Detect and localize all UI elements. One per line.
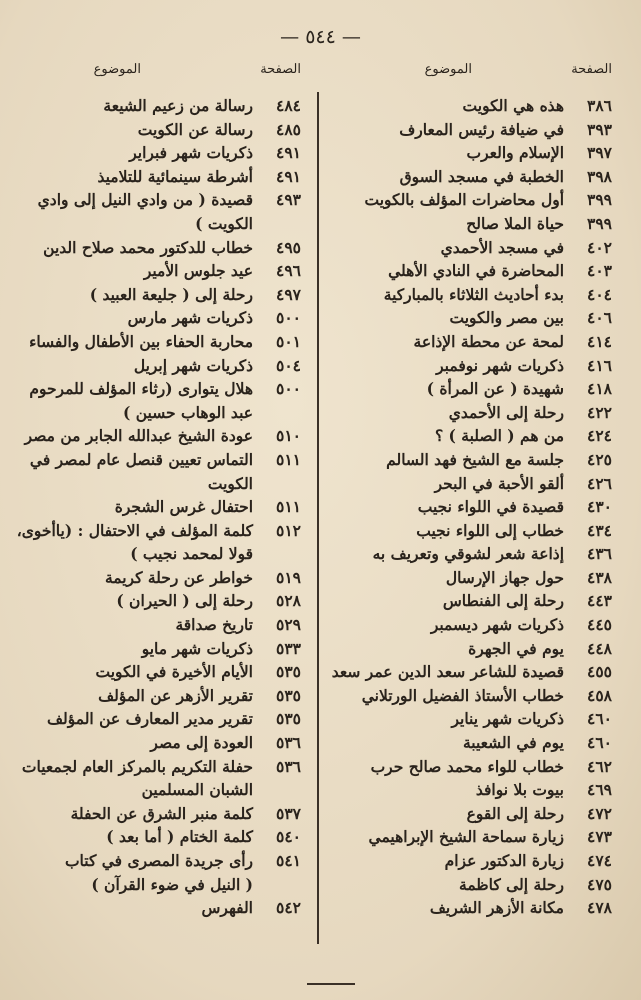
toc-entry (335, 896, 612, 920)
toc-page-number: ٤١٨ (587, 379, 612, 399)
toc-title-line: لمحة عن محطة الإذاعة (413, 331, 564, 351)
toc-entry (335, 825, 612, 849)
toc-title-line: المحاضرة في النادي الأهلي (388, 261, 564, 281)
toc-title (335, 825, 564, 849)
toc-title-line: حول جهاز الإرسال (445, 567, 564, 587)
toc-title-line: ذكريات شهر مايو (141, 638, 253, 658)
toc-entry (335, 283, 612, 307)
toc-page-number: ٥٣٥ (276, 685, 301, 705)
toc-title-line: ( النيل في ضوء القرآن ) (91, 874, 253, 894)
toc-entry (18, 94, 301, 118)
toc-title-line: ذكريات شهر مارس (127, 308, 253, 328)
toc-title (335, 542, 564, 566)
toc-page-number: ٥٠١ (276, 331, 301, 351)
toc-entry (18, 495, 301, 519)
toc-page-number: ٤٨٤ (276, 96, 301, 115)
toc-entry (18, 637, 301, 661)
left-column-header (18, 62, 301, 84)
toc-title-line: في ضيافة رئيس المعارف (399, 119, 564, 139)
toc-title-line: ذكريات شهر ديسمبر (430, 615, 564, 635)
toc-entry (18, 849, 301, 896)
toc-title-line: خطاب إلى اللواء نجيب (416, 520, 564, 540)
toc-entry (18, 660, 301, 684)
toc-page-number: ٤٩٦ (276, 261, 301, 281)
toc-title-line: العودة إلى مصر (150, 733, 253, 753)
toc-entry (335, 589, 612, 613)
toc-title-line: خواطر عن رحلة كريمة (104, 567, 253, 587)
toc-page-number: ٤٩١ (276, 166, 301, 186)
toc-entry (18, 165, 301, 189)
toc-title-line: ذكريات شهر يناير (451, 709, 564, 729)
toc-page-number: ٤٢٤ (587, 426, 612, 446)
toc-title (18, 165, 253, 189)
toc-page-number: ٤٢٢ (587, 402, 612, 422)
toc-page-number: ٤٧٤ (587, 851, 612, 870)
toc-entry (18, 684, 301, 708)
toc-title (335, 377, 564, 401)
toc-title-line: بين مصر والكويت (449, 308, 564, 328)
toc-title (335, 259, 564, 283)
toc-title (18, 495, 253, 519)
left-toc-column (18, 94, 301, 920)
toc-page-number: ٥٢٩ (276, 615, 301, 635)
toc-title-line: في مسجد الأحمدي (440, 237, 564, 257)
toc-entry (335, 873, 612, 897)
toc-entry (18, 306, 301, 330)
toc-page-number: ٥١٠ (276, 426, 301, 446)
toc-title (335, 519, 564, 543)
footer-rule (307, 983, 355, 985)
toc-page-number: ٥٣٦ (276, 756, 301, 776)
toc-page-number: ٤٦٠ (587, 709, 612, 729)
toc-title-line: رحلة إلى الأحمدي (448, 402, 564, 422)
toc-title-line: رسالة عن الكويت (137, 119, 253, 139)
toc-entry (18, 283, 301, 307)
toc-title (18, 94, 253, 118)
toc-title (335, 896, 564, 920)
toc-entry (335, 212, 612, 236)
toc-title (18, 118, 253, 142)
toc-page-number: ٣٨٦ (587, 96, 612, 115)
toc-page-number: ٥٣٥ (276, 662, 301, 682)
toc-page-number: ٤٦٠ (587, 733, 612, 753)
toc-entry (18, 755, 301, 802)
toc-page-number: ٤١٤ (587, 331, 612, 351)
toc-entry (335, 401, 612, 425)
toc-title (18, 330, 253, 354)
toc-title (335, 849, 564, 873)
toc-page-number: ٤٦٩ (587, 780, 612, 800)
toc-title (335, 236, 564, 260)
toc-page-number: ٤٢٦ (587, 473, 612, 493)
toc-title-line: زيارة سماحة الشيخ الإبراهيمي (368, 827, 564, 847)
right-column-header (335, 62, 612, 84)
toc-page-number: ٤٠٤ (587, 284, 612, 304)
toc-entry (18, 259, 301, 283)
toc-title (18, 236, 253, 260)
toc-entry (18, 330, 301, 354)
toc-title (335, 306, 564, 330)
toc-entry (335, 141, 612, 165)
toc-page-number: ٤٠٣ (587, 261, 612, 281)
toc-title-line: أشرطة سينمائية للتلاميذ (97, 166, 253, 186)
toc-title (18, 637, 253, 661)
toc-title-line: مكانة الأزهر الشريف (429, 898, 564, 918)
toc-entry (335, 448, 612, 472)
toc-page-number: ٤٩٣ (276, 190, 301, 210)
right-header-topic: الموضوع (424, 62, 472, 77)
toc-title-line: بدء أحاديث الثلاثاء بالمباركية (383, 284, 564, 304)
toc-page-number: ٥٠٠ (276, 308, 301, 328)
toc-title-line: خطاب للواء محمد صالح حرب (370, 756, 564, 776)
toc-entry (335, 778, 612, 802)
toc-page-number: ٤٧٥ (587, 874, 612, 894)
toc-title-line: قصيدة ( من وادي النيل إلى وادي (37, 190, 253, 210)
toc-title-line: تاريخ صداقة (175, 615, 253, 635)
toc-title (18, 660, 253, 684)
toc-title-line: الكويت ) (195, 213, 253, 233)
toc-entry (335, 849, 612, 873)
toc-title (18, 731, 253, 755)
toc-title (335, 707, 564, 731)
toc-title-line: يوم في الجهرة (468, 638, 564, 658)
toc-page-number: ٥١٩ (276, 567, 301, 587)
toc-title-line: حياة الملا صالح (466, 213, 564, 233)
toc-title (18, 613, 253, 637)
toc-entry (331, 660, 612, 684)
toc-entry (18, 566, 301, 590)
toc-page-number: ٥١١ (276, 497, 301, 517)
toc-page-number: ٤٩٥ (276, 237, 301, 257)
toc-entry (18, 731, 301, 755)
toc-title-line: شهيدة ( عن المرأة ) (426, 379, 564, 399)
toc-title-line: هلال يتوارى (رثاء المؤلف للمرحوم (29, 379, 253, 399)
toc-title-line: قصيدة للشاعر سعد الدين عمر سعد (331, 662, 564, 682)
toc-title-line: إذاعة شعر لشوقي وتعريف به (372, 544, 564, 564)
toc-entry (335, 495, 612, 519)
toc-title (18, 141, 253, 165)
toc-title (18, 377, 253, 424)
left-header-page: الصفحة (260, 62, 301, 77)
toc-page-number: ٥٢٨ (276, 591, 301, 611)
toc-title-line: الشبان المسلمين (141, 780, 253, 800)
toc-title (335, 141, 564, 165)
toc-title (18, 259, 253, 283)
toc-page-number: ٤٢٥ (587, 449, 612, 469)
toc-entry (18, 825, 301, 849)
toc-title-line: عبد الوهاب حسين ) (123, 402, 253, 422)
toc-entry (335, 330, 612, 354)
toc-page-number: ٥٣٦ (276, 733, 301, 753)
toc-title (335, 589, 564, 613)
toc-entry (18, 448, 301, 495)
toc-page-number: ٥٤٢ (276, 898, 301, 918)
toc-title (18, 306, 253, 330)
toc-title (18, 589, 253, 613)
toc-title (335, 165, 564, 189)
toc-page-number: ٤٥٥ (587, 662, 612, 682)
toc-page-number: ٥٠٠ (276, 379, 301, 399)
toc-entry (18, 613, 301, 637)
toc-title-line: خطاب للدكتور محمد صلاح الدين (43, 237, 253, 257)
right-header-page: الصفحة (571, 62, 612, 77)
toc-title-line: ذكريات شهر فبراير (129, 143, 253, 163)
toc-entry (18, 118, 301, 142)
toc-title (335, 566, 564, 590)
toc-title-line: كلمة منبر الشرق عن الحفلة (70, 803, 253, 823)
toc-title (335, 94, 564, 118)
toc-title (335, 212, 564, 236)
toc-title (335, 684, 564, 708)
toc-title-line: هذه هي الكويت (462, 96, 564, 115)
toc-entry (335, 188, 612, 212)
toc-page-number: ٤٥٨ (587, 685, 612, 705)
toc-title (17, 519, 253, 566)
toc-page-number: ٥١١ (276, 449, 301, 469)
toc-entry (335, 236, 612, 260)
right-toc-column (331, 94, 612, 920)
toc-page-number: ٤٩١ (276, 143, 301, 163)
toc-entry (18, 377, 301, 424)
toc-page-number: ٤٤٨ (587, 638, 612, 658)
toc-title (335, 731, 564, 755)
toc-title-line: عودة الشيخ عبدالله الجابر من مصر (24, 426, 253, 446)
toc-page-number: ٤٦٢ (587, 756, 612, 776)
toc-page-number: ٤٠٢ (587, 237, 612, 257)
toc-title-line: تقرير مدير المعارف عن المؤلف (46, 709, 253, 729)
toc-page-number: ٥٠٤ (276, 355, 301, 375)
toc-page-number: ٣٩٣ (587, 119, 612, 139)
toc-page-number: ٥٣٣ (276, 638, 301, 658)
toc-title (335, 118, 564, 142)
toc-title (335, 424, 564, 448)
toc-entry (18, 519, 301, 566)
toc-title (335, 448, 564, 472)
toc-title-line: حفلة التكريم بالمركز العام لجمعيات (21, 756, 253, 776)
toc-title-line: الكويت (207, 473, 253, 493)
toc-entry (18, 707, 301, 731)
toc-title-line: كلمة المؤلف في الاحتفال : (ياأخوى، (16, 520, 253, 540)
toc-title (18, 448, 253, 495)
toc-entry (18, 424, 301, 448)
toc-title (18, 755, 253, 802)
toc-title-line: رحلة إلى ( جليعة العبيد ) (89, 284, 253, 304)
toc-title-line: رأى جريدة المصرى في كتاب (64, 851, 253, 870)
toc-page-number: ٤٧٣ (587, 827, 612, 847)
toc-title-line: خطاب الأستاذ الفضيل الورتلاني (361, 685, 564, 705)
toc-entry (335, 707, 612, 731)
toc-entry (335, 165, 612, 189)
toc-entry (335, 566, 612, 590)
toc-page-number: ٥١٢ (276, 520, 301, 540)
toc-title (335, 354, 564, 378)
toc-page-number: ٣٩٩ (587, 190, 612, 210)
toc-entry (335, 424, 612, 448)
toc-title (18, 707, 253, 731)
toc-entry (335, 637, 612, 661)
toc-title-line: احتفال غرس الشجرة (114, 497, 253, 517)
toc-title-line: قصيدة في اللواء نجيب (417, 497, 564, 517)
toc-entry (335, 519, 612, 543)
toc-title (18, 354, 253, 378)
toc-entry (18, 141, 301, 165)
toc-page-number: ٥٤٠ (276, 827, 301, 847)
toc-title (18, 283, 253, 307)
toc-entry (18, 802, 301, 826)
toc-title-line: ذكريات شهر نوفمبر (436, 355, 564, 375)
toc-title (335, 188, 564, 212)
toc-title-line: الخطبة في مسجد السوق (399, 166, 564, 186)
toc-entry (335, 613, 612, 637)
toc-entry (335, 802, 612, 826)
toc-title-line: بيوت بلا نوافذ (475, 780, 564, 800)
toc-title-line: تقرير الأزهر عن المؤلف (98, 685, 253, 705)
toc-title (335, 778, 564, 802)
toc-page-number: ٤٤٣ (587, 591, 612, 611)
toc-page-number: ٤٣٦ (587, 544, 612, 564)
toc-page-number: ٤٩٧ (276, 284, 301, 304)
toc-entry (335, 755, 612, 779)
toc-title-line: الإسلام والعرب (466, 143, 564, 163)
toc-entry (335, 731, 612, 755)
toc-title-line: أول محاضرات المؤلف بالكويت (364, 190, 564, 210)
toc-entry (335, 354, 612, 378)
toc-title-line: رحلة إلى القوع (466, 803, 564, 823)
toc-page-number: ٤٧٢ (587, 803, 612, 823)
toc-title-line: رحلة إلى ( الحيران ) (116, 591, 253, 611)
toc-title (18, 825, 253, 849)
toc-title-line: يوم في الشعيبة (462, 733, 564, 753)
toc-page-number: ٣٩٧ (587, 143, 612, 163)
toc-page-number: ٤٣٤ (587, 520, 612, 540)
toc-title-line: زيارة الدكتور عزام (444, 851, 564, 870)
toc-page-number: ٥٤١ (276, 851, 301, 870)
toc-title (335, 495, 564, 519)
toc-entry (18, 354, 301, 378)
toc-page-number: ٤٣٨ (587, 567, 612, 587)
toc-page-number: ٣٩٨ (587, 166, 612, 186)
toc-title (335, 472, 564, 496)
page-number: — ٥٤٤ — (280, 26, 361, 48)
toc-entry (335, 542, 612, 566)
toc-title-line: قولا لمحمد نجيب ) (130, 544, 253, 564)
toc-title-line: جلسة مع الشيخ فهد السالم (386, 449, 564, 469)
toc-entry (335, 306, 612, 330)
toc-title (335, 401, 564, 425)
toc-title (18, 424, 253, 448)
toc-entry (18, 896, 301, 920)
toc-page-number: ٤١٦ (587, 355, 612, 375)
toc-title (335, 802, 564, 826)
column-divider (317, 92, 319, 944)
toc-title (18, 849, 253, 896)
toc-title (18, 188, 253, 235)
toc-title-line: التماس تعيين قنصل عام لمصر في (29, 449, 253, 469)
toc-entry (335, 472, 612, 496)
toc-entry (335, 94, 612, 118)
toc-entry (335, 684, 612, 708)
toc-entry (18, 589, 301, 613)
toc-title-line: الأيام الأخيرة في الكويت (95, 662, 253, 682)
toc-entry (18, 236, 301, 260)
toc-title-line: من هم ( الصلبة ) ؟ (434, 426, 564, 446)
toc-title (18, 896, 253, 920)
toc-page-number: ٤٠٦ (587, 308, 612, 328)
toc-entry (335, 377, 612, 401)
toc-page-number: ٤٨٥ (276, 119, 301, 139)
toc-title (335, 873, 564, 897)
toc-title-line: الفهرس (201, 898, 253, 918)
toc-page-number: ٤٣٠ (587, 497, 612, 517)
toc-title (335, 330, 564, 354)
toc-title (18, 566, 253, 590)
toc-title-line: عيد جلوس الأمير (143, 261, 253, 281)
toc-title (18, 802, 253, 826)
left-header-topic: الموضوع (93, 62, 141, 77)
toc-page-number: ٤٤٥ (587, 615, 612, 635)
toc-entry (18, 188, 301, 235)
toc-title-line: محاربة الحفاء بين الأطفال والفساء (29, 331, 253, 351)
toc-title-line: رحلة إلى الفنطاس (442, 591, 564, 611)
toc-title (335, 283, 564, 307)
toc-title (335, 637, 564, 661)
toc-page-number: ٣٩٩ (587, 213, 612, 233)
toc-title (332, 660, 564, 684)
toc-title (335, 755, 564, 779)
toc-title (18, 684, 253, 708)
toc-title-line: ذكريات شهر إبريل (133, 355, 253, 375)
toc-title-line: ألقو الأحبة في البحر (434, 473, 564, 493)
toc-page-number: ٥٣٧ (276, 803, 301, 823)
toc-title-line: رحلة إلى كاظمة (459, 874, 564, 894)
toc-entry (335, 259, 612, 283)
toc-entry (335, 118, 612, 142)
toc-page-number: ٥٣٥ (276, 709, 301, 729)
toc-title (335, 613, 564, 637)
toc-page-number: ٤٧٨ (587, 898, 612, 918)
toc-title-line: رسالة من زعيم الشيعة (103, 96, 253, 115)
toc-title-line: كلمة الختام ( أما بعد ) (106, 827, 253, 847)
